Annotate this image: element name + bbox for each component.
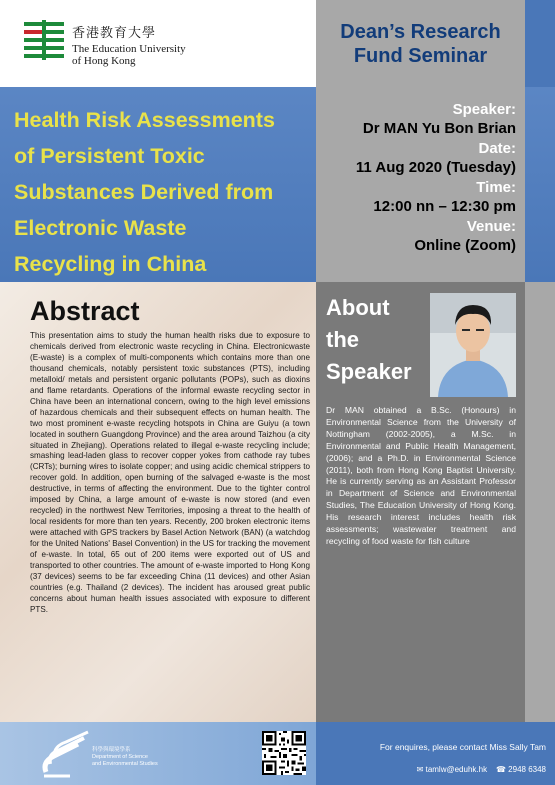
date-value: 11 Aug 2020 (Tuesday) bbox=[355, 159, 516, 176]
talk-title-line: Substances Derived from bbox=[14, 180, 274, 204]
eduhk-emblem-icon bbox=[22, 18, 66, 62]
speaker-portrait-icon bbox=[430, 293, 516, 397]
speaker-photo bbox=[430, 293, 516, 397]
abstract-body: This presentation aims to study the human health risks due to exposure to chemicals derived from electronic waste recycling in China. Electronicwaste (E-waste) is a complex of multi-components which contains more than one thousand chemicals, notably persistent toxic substances (PTS), including metalloid/ metals and persistent organic pollutants (POPs), such as dioxins and flame retardants. Operations of the informal ewaste recycling sector in China have been an international concern, owing to the high level emissions of hazardous chemicals and their subsequent effects on human health. The two most prominent e-waste recycling hotspots in China are Guiyu (a town located in southern Guangdong Province) and the area around Taizhou (a city situated in Zhejiang). Operations related to illegal e-waste recycling include; smashing lead-laden glass to recover copper yokes from cathode ray tubes (CRTs); burning wires to isolate copper; and using acidic chemical strippers to recover gold. In addition, open burning of the salvaged e-waste is the most destructive, in terms of affecting the environment. Due to the tighter control imposed by China, a large amount of e-waste is now stored (and even recycled) in the northwest New Territories, imposing a threat to the health of local residents for more than ten years. Recently, 200 broken electronic items were attached with GPS trackers by Basel Action Network (BAN) (a watchdog for the United Nations' Basel Convention) in the US for tracking the movement of e-waste. In total, 65 out of 200 items were exported out of US and transported to other countries. The amount of e-waste imported to Hong Kong (37 devices) seems to be far exceeding China (11 devices) and other Asian countries (e.g. Thailand (2 devices). The incident has aroused great public concerns about human health issues associated with exposure to different PTS. bbox=[30, 331, 310, 614]
university-name-chinese: 香港教育大學 bbox=[72, 25, 157, 40]
qr-code-icon[interactable] bbox=[262, 731, 306, 775]
department-name bbox=[92, 747, 158, 768]
university-name-english-line2: of Hong Kong bbox=[72, 55, 136, 67]
department-name-english-line2: and Environmental Studies bbox=[92, 761, 158, 767]
speaker-name: Dr MAN Yu Bon Brian bbox=[362, 120, 516, 137]
venue-label: Venue: bbox=[466, 218, 516, 235]
about-right-strip bbox=[525, 282, 555, 722]
university-name-english-line1: The Education University bbox=[72, 43, 186, 55]
talk-title bbox=[14, 102, 314, 282]
talk-title-line: Recycling in China bbox=[14, 252, 207, 276]
seminar-title-line1: Dean’s Research bbox=[340, 21, 501, 43]
contact-email[interactable]: tamlw@eduhk.hk bbox=[425, 765, 488, 774]
talk-title-line: Electronic Waste bbox=[14, 216, 187, 240]
venue-value: Online (Zoom) bbox=[414, 237, 516, 254]
contact-details bbox=[330, 765, 546, 774]
date-label: Date: bbox=[478, 140, 516, 157]
email-icon: ✉ bbox=[416, 765, 424, 774]
time-label: Time: bbox=[476, 179, 516, 196]
about-heading-line: the bbox=[326, 327, 359, 352]
department-name-english-line1: Department of Science bbox=[92, 754, 148, 760]
talk-title-line: Health Risk Assessments bbox=[14, 108, 275, 132]
department-name-chinese: 科學與環境學系 bbox=[92, 747, 131, 753]
phone-icon: ☎ bbox=[495, 765, 506, 774]
time-value: 12:00 nn – 12:30 pm bbox=[373, 198, 516, 215]
about-heading-line: Speaker bbox=[326, 359, 412, 384]
talk-title-line: of Persistent Toxic bbox=[14, 144, 205, 168]
abstract-heading: Abstract bbox=[30, 296, 140, 326]
speaker-label: Speaker: bbox=[452, 101, 516, 118]
seminar-info bbox=[316, 100, 516, 256]
enquiry-text: For enquires, please contact Miss Sally Tam bbox=[379, 742, 546, 752]
footer-right bbox=[316, 722, 555, 785]
department-logo-icon bbox=[40, 728, 90, 780]
about-speaker-heading bbox=[326, 292, 426, 388]
seminar-title-line2: Fund Seminar bbox=[353, 45, 488, 67]
about-heading-line: About bbox=[326, 295, 390, 320]
contact-phone[interactable]: 2948 6348 bbox=[508, 765, 546, 774]
speaker-bio: Dr MAN obtained a B.Sc. (Honours) in Environmental Science from the University of Nottingham (2002-2005), a M.Sc. in Environmental and Public Health Management, (2006); and a Ph.D. in Environmental Science (2011), both from Hong Kong Baptist University. He is currently serving as an Assistant Professor in Department of Science and Environmental Studies, The Education University of Hong Kong. His research interest includes health risk assessments; wastewater treatment and recycling of food waste for fish culture bbox=[326, 405, 516, 546]
university-logo bbox=[22, 18, 192, 68]
seminar-title bbox=[316, 20, 525, 68]
